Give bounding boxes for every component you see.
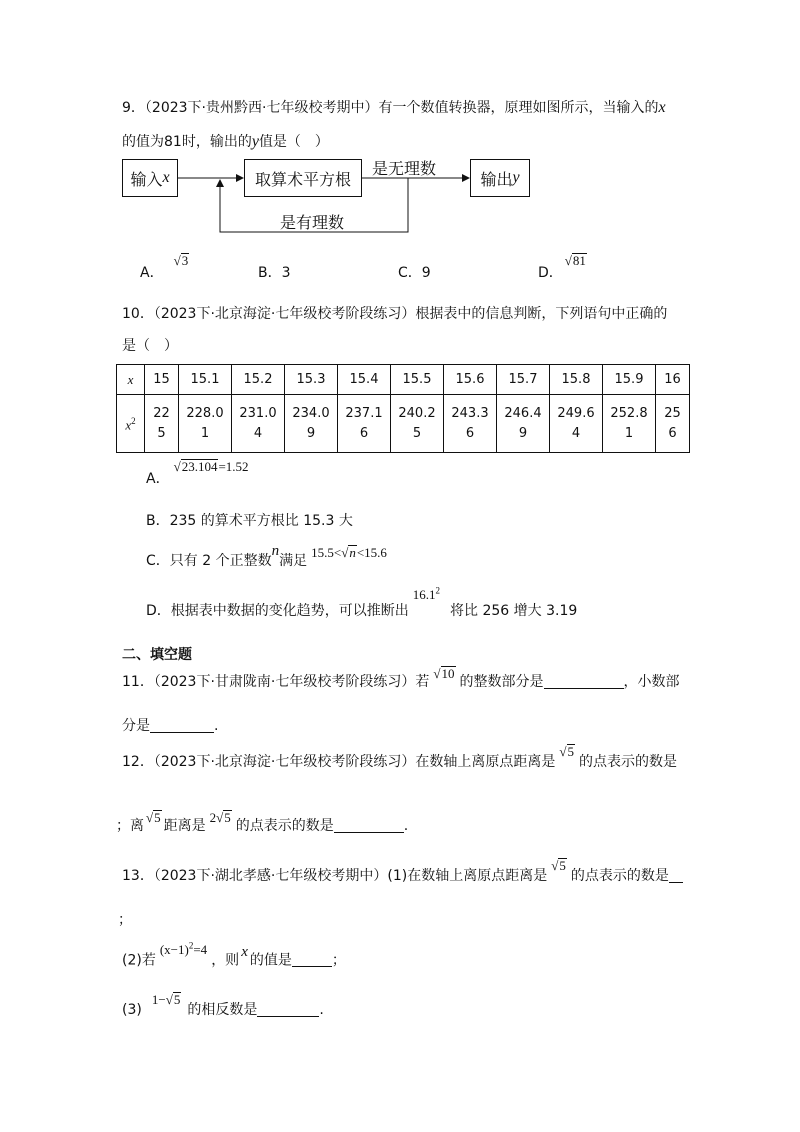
table-row: x 15 15.1 15.2 15.3 15.4 15.5 15.6 15.7 15.8 15.9 16 <box>117 365 690 395</box>
q9-var-x: x <box>658 99 666 116</box>
q9-source: （2023下·贵州黔西·七年级校考期中） <box>144 100 379 116</box>
q9-number: 9． <box>122 100 145 116</box>
diagram-input-box: 输入 x <box>122 159 178 197</box>
q11-source: （2023下·甘肃陇南·七年级校考阶段练习） <box>153 674 416 690</box>
q13-blank-2[interactable] <box>292 952 332 967</box>
q12-source: （2023下·北京海淀·七年级校考阶段练习） <box>153 754 416 770</box>
q10-data-table <box>116 364 690 453</box>
q9-option-a[interactable]: A．√3 <box>140 253 189 281</box>
q9-line2: 的值为81时，输出的y值是（ ） <box>122 133 329 150</box>
q12-blank[interactable] <box>334 818 404 833</box>
q10-option-a[interactable]: A．√23.104=1.52 <box>146 459 249 487</box>
q9-line1: 9．（2023下·贵州黔西·七年级校考期中）有一个数值转换器，原理如图所示，当输入的x <box>122 99 666 116</box>
table-head-x2: $x^2$ <box>117 395 145 453</box>
q10-option-d[interactable]: D．根据表中数据的变化趋势，可以推断出16.1$^2$将比 256 增大 3.19 <box>146 585 578 619</box>
q9-option-c[interactable]: C．9 <box>398 265 431 281</box>
q13-source: （2023下·湖北孝感·七年级校考期中） <box>153 868 388 884</box>
q13-part2: (2)若$(x-1)^2=4$，则 x 的值是 ； <box>122 941 346 969</box>
q13-blank-1[interactable] <box>669 868 683 883</box>
diagram-arrows <box>0 0 800 260</box>
diagram-process-box: 取算术平方根 <box>244 159 362 197</box>
q9-option-d[interactable]: D．√81 <box>538 253 586 281</box>
q13-number: 13． <box>122 868 154 884</box>
q12-line2: ；离√5距离是2√5的点表示的数是 . <box>116 810 409 834</box>
q13-blank-3[interactable] <box>257 1002 319 1017</box>
q11-line2: 分是 . <box>122 718 219 734</box>
q11-line1: 11．（2023下·甘肃陇南·七年级校考阶段练习）若√10的整数部分是 ，小数部 <box>122 666 680 690</box>
q13-line1: 13．（2023下·湖北孝感·七年级校考期中）(1)在数轴上离原点距离是√5的点表示的数是 <box>122 866 683 886</box>
q9-var-y: y <box>251 133 259 150</box>
q10-line2: 是（ ） <box>122 338 178 354</box>
q10-option-c[interactable]: C．只有 2 个正整数n满足15.5<√n<15.6 <box>146 543 387 569</box>
q10-line1: 10．（2023下·北京海淀·七年级校考阶段练习）根据表中的信息判断，下列语句中正确的 <box>122 306 668 322</box>
diagram-irrational-label: 是无理数 <box>372 161 437 178</box>
q13-part3: (3)1−√5的相反数是 . <box>122 992 324 1018</box>
q9-option-b[interactable]: B．3 <box>258 265 291 281</box>
table-head-x: x <box>117 365 145 395</box>
q13-line2: ； <box>118 912 132 928</box>
q12-line1: 12．（2023下·北京海淀·七年级校考阶段练习）在数轴上离原点距离是√5的点表示的数是 <box>122 744 677 770</box>
q10-source: （2023下·北京海淀·七年级校考阶段练习） <box>153 306 416 322</box>
q11-blank-integer[interactable] <box>544 674 624 689</box>
q12-number: 12． <box>122 754 154 770</box>
q10-number: 10． <box>122 306 154 322</box>
q10-option-b[interactable]: B．235 的算术平方根比 15.3 大 <box>146 513 353 529</box>
table-row: $x^2$ 22 5 228.0 1 231.0 4 234.0 9 237.1 6 240.2 5 243.3 6 246.4 9 249.6 4 252.8 1 25 6 <box>117 395 690 453</box>
q11-blank-decimal[interactable] <box>150 718 214 733</box>
diagram-rational-label: 是有理数 <box>280 215 345 232</box>
q11-number: 11． <box>122 674 154 690</box>
section-title: 二、填空题 <box>122 647 192 663</box>
diagram-output-box: 输出 y <box>470 159 530 197</box>
